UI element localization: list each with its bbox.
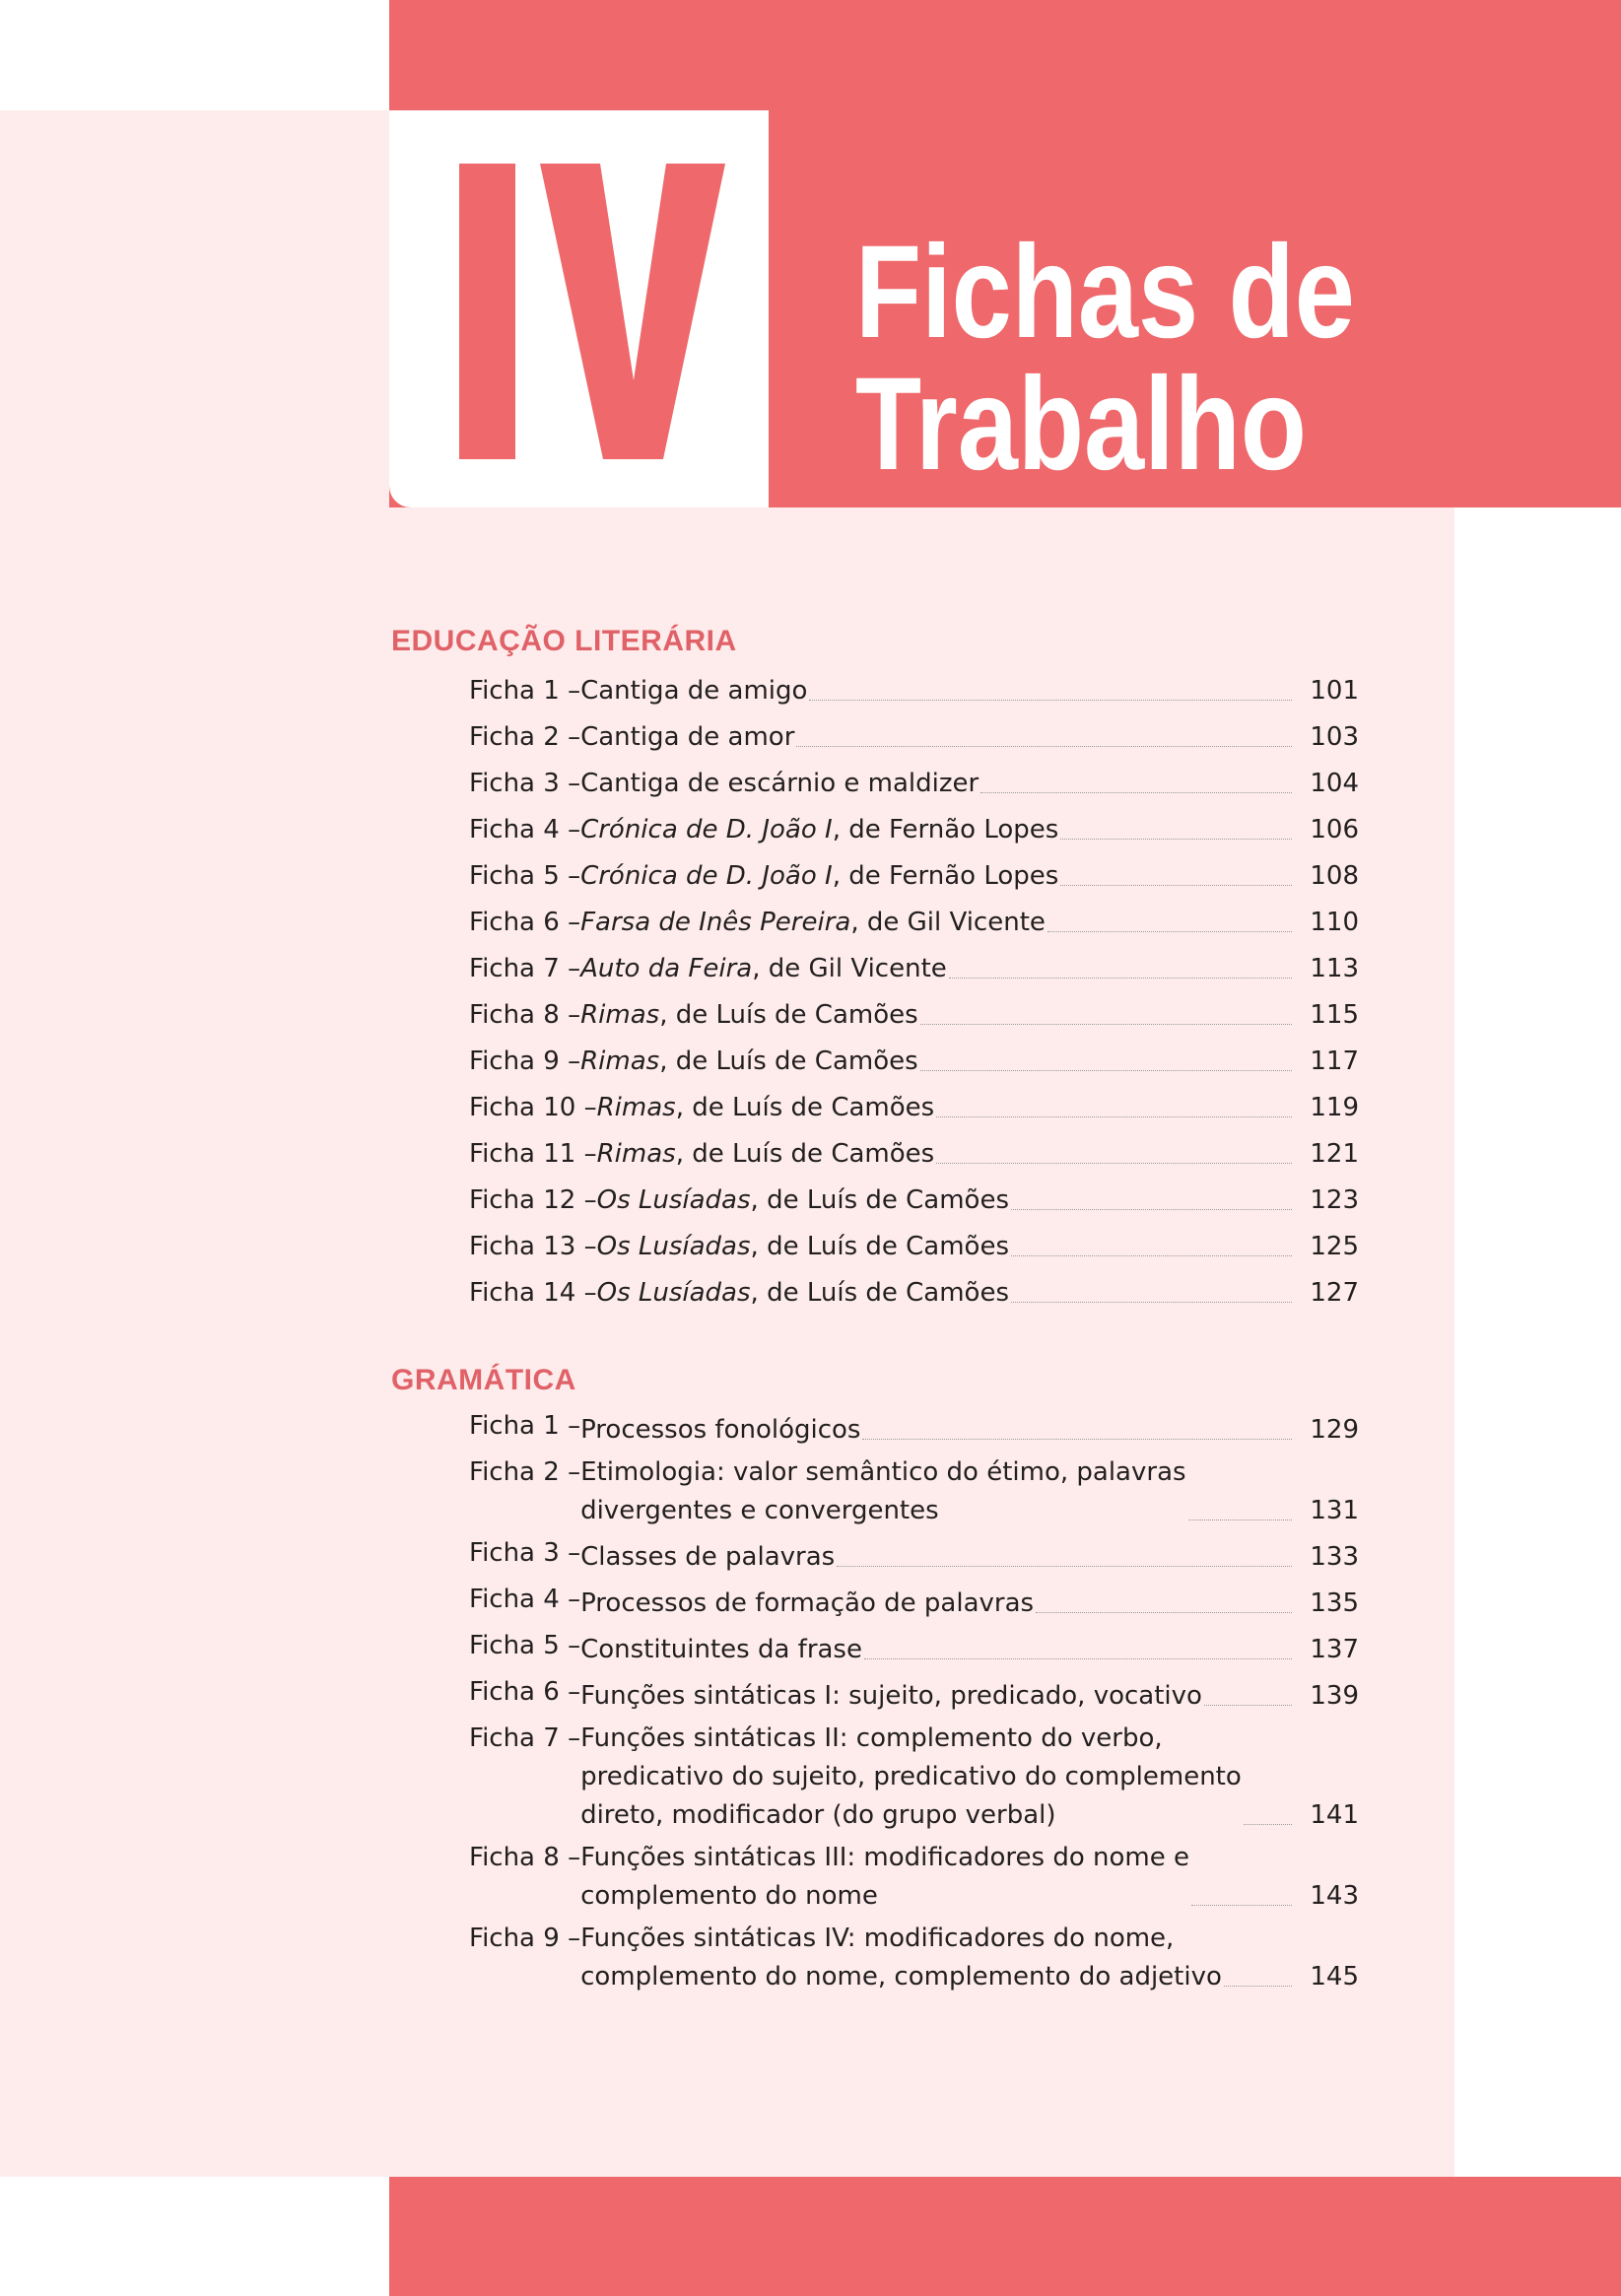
page-number: 125 [1310, 1232, 1359, 1261]
entry-line [580, 811, 1058, 849]
entry-number: Ficha 6 – [469, 1677, 581, 1707]
entry-body [580, 1920, 1310, 1996]
entry-number: Ficha 5 – [469, 861, 581, 891]
dot-leader [1011, 1255, 1292, 1256]
entry-text: , de Luís de Camões [750, 1185, 1010, 1215]
entry-line: direto, modificador (do grupo verbal) [580, 1800, 1056, 1830]
toc-entry[interactable] [469, 1530, 1359, 1577]
entry-text: , de Gil Vicente [752, 954, 947, 983]
page-number: 121 [1310, 1139, 1359, 1169]
entry-title [597, 1089, 935, 1127]
page-number: 108 [1310, 861, 1359, 891]
dot-leader [1191, 1905, 1292, 1906]
entry-number: Ficha 4 – [469, 815, 581, 844]
chapter-numeral [453, 158, 731, 465]
chapter-title [855, 219, 1355, 498]
entry-line: complemento do nome [580, 1881, 878, 1911]
entry-body [597, 1274, 1310, 1313]
entry-line: Etimologia: valor semântico do étimo, palavras [580, 1457, 1186, 1487]
entry-line: Funções sintáticas III: modificadores do nome e [580, 1843, 1189, 1872]
toc-entry[interactable] [469, 942, 1359, 988]
page-number: 127 [1310, 1278, 1359, 1308]
entry-number: Ficha 8 – [469, 1843, 581, 1872]
entry-title [580, 1585, 1034, 1623]
work-title: Rimas [596, 1139, 676, 1169]
section-grammar [391, 1364, 1377, 1996]
dot-leader [949, 978, 1292, 979]
work-title: Os Lusíadas [596, 1185, 751, 1215]
toc-entry[interactable] [469, 896, 1359, 942]
entry-title [580, 672, 807, 710]
entry-body [580, 1585, 1310, 1623]
dot-leader [864, 1658, 1292, 1659]
entry-number: Ficha 9 – [469, 1924, 581, 1953]
entry-line: Classes de palavras [580, 1542, 836, 1572]
entry-body [580, 1538, 1310, 1577]
entry-line [580, 1043, 918, 1081]
chapter-title-line-2: Trabalho [855, 351, 1307, 498]
entry-body [580, 765, 1310, 803]
dot-leader [920, 1070, 1292, 1071]
entry-title [580, 1631, 862, 1669]
dot-leader [1244, 1824, 1292, 1825]
entry-line: Funções sintáticas I: sujeito, predicado, vocativo [580, 1681, 1202, 1711]
entry-title [580, 1720, 1242, 1835]
dot-leader [1224, 1986, 1292, 1987]
entry-text: Cantiga de amor [580, 722, 795, 752]
entry-body [580, 672, 1310, 710]
entry-text: , de Luís de Camões [659, 1000, 918, 1030]
entry-line: Constituintes da frase [580, 1635, 862, 1664]
page-number: 103 [1310, 722, 1359, 752]
entry-number: Ficha 12 – [469, 1185, 597, 1215]
entry-line [597, 1274, 1009, 1313]
entry-title [580, 765, 979, 803]
toc-entry[interactable] [469, 1623, 1359, 1669]
entry-number: Ficha 2 – [469, 1457, 581, 1487]
entry-number: Ficha 4 – [469, 1585, 581, 1614]
toc-entry[interactable] [469, 1450, 1359, 1530]
dot-leader [1011, 1209, 1292, 1210]
toc-entry[interactable] [469, 710, 1359, 757]
dot-leader [936, 1116, 1292, 1117]
entry-number: Ficha 1 – [469, 676, 581, 706]
entry-number: Ficha 9 – [469, 1047, 581, 1076]
toc-entry[interactable] [469, 1035, 1359, 1081]
toc-entry[interactable] [469, 1174, 1359, 1220]
page-number: 137 [1310, 1635, 1359, 1664]
work-title: Farsa de Inês Pereira [580, 908, 851, 937]
entry-line [580, 672, 807, 710]
entry-body [597, 1228, 1310, 1266]
entry-number: Ficha 5 – [469, 1631, 581, 1660]
dot-leader [837, 1566, 1292, 1567]
dot-leader [796, 746, 1292, 747]
entry-title [580, 1677, 1202, 1716]
page-number: 123 [1310, 1185, 1359, 1215]
entry-body [580, 811, 1310, 849]
entry-title [597, 1135, 935, 1174]
entry-title [580, 1839, 1189, 1916]
entry-body [580, 718, 1310, 757]
dot-leader [1188, 1519, 1292, 1520]
entry-line [597, 1228, 1009, 1266]
page-number: 131 [1310, 1496, 1359, 1525]
toc-list [391, 1403, 1377, 1996]
work-title: Rimas [596, 1093, 676, 1122]
entry-body [597, 1089, 1310, 1127]
page-number: 113 [1310, 954, 1359, 983]
page-number: 119 [1310, 1093, 1359, 1122]
entry-number: Ficha 14 – [469, 1278, 597, 1308]
page-number: 135 [1310, 1588, 1359, 1618]
entry-line: Funções sintáticas IV: modificadores do nome, [580, 1924, 1175, 1953]
entry-title [597, 1228, 1009, 1266]
entry-body [597, 1135, 1310, 1174]
toc-entry[interactable] [469, 1716, 1359, 1835]
entry-title [597, 1274, 1009, 1313]
entry-body [580, 1411, 1310, 1450]
chapter-title-line-1: Fichas de [855, 219, 1355, 366]
entry-title [580, 1920, 1222, 1996]
entry-number: Ficha 11 – [469, 1139, 597, 1169]
entry-text: , de Luís de Camões [675, 1093, 935, 1122]
entry-title [580, 1411, 860, 1450]
page-number: 104 [1310, 769, 1359, 798]
work-title: Rimas [580, 1047, 660, 1076]
section-literary-education [391, 625, 1377, 1313]
dot-leader [1060, 839, 1292, 840]
entry-title [580, 1538, 835, 1577]
entry-number: Ficha 1 – [469, 1411, 581, 1441]
dot-leader [809, 700, 1292, 701]
entry-number: Ficha 10 – [469, 1093, 597, 1122]
page-number: 143 [1310, 1881, 1359, 1911]
page-number: 115 [1310, 1000, 1359, 1030]
dot-leader [920, 1024, 1292, 1025]
entry-line [580, 718, 794, 757]
page-number: 129 [1310, 1415, 1359, 1445]
entry-text: , de Fernão Lopes [832, 815, 1059, 844]
dot-leader [936, 1163, 1292, 1164]
entry-line [580, 996, 918, 1035]
toc-list [391, 664, 1377, 1313]
entry-body [580, 996, 1310, 1035]
entry-title [580, 1043, 918, 1081]
toc-entry[interactable] [469, 1266, 1359, 1313]
entry-number: Ficha 3 – [469, 1538, 581, 1568]
entry-number: Ficha 7 – [469, 1723, 581, 1753]
entry-text: Cantiga de amigo [580, 676, 808, 706]
entry-body [597, 1182, 1310, 1220]
entry-line [580, 904, 1046, 942]
entry-title [580, 1453, 1185, 1530]
entry-title [580, 950, 947, 988]
toc-entry[interactable] [469, 664, 1359, 710]
page-number: 141 [1310, 1800, 1359, 1830]
dot-leader [1204, 1705, 1292, 1706]
entry-number: Ficha 13 – [469, 1232, 597, 1261]
entry-line [580, 950, 947, 988]
work-title: Crónica de D. João I [580, 861, 833, 891]
work-title: Os Lusíadas [596, 1278, 751, 1308]
entry-line: Processos de formação de palavras [580, 1588, 1035, 1618]
page-number: 145 [1310, 1962, 1359, 1992]
page-number: 110 [1310, 908, 1359, 937]
entry-body [580, 950, 1310, 988]
entry-text: , de Luís de Camões [750, 1278, 1010, 1308]
entry-line [580, 765, 979, 803]
dot-leader [1011, 1302, 1292, 1303]
entry-title [597, 1182, 1009, 1220]
page-number: 117 [1310, 1047, 1359, 1076]
entry-text: , de Gil Vicente [850, 908, 1046, 937]
toc-entry[interactable] [469, 1403, 1359, 1450]
entry-body [580, 1043, 1310, 1081]
work-title: Auto da Feira [580, 954, 753, 983]
entry-body [580, 1677, 1310, 1716]
toc-entry[interactable] [469, 757, 1359, 803]
entry-title [580, 857, 1058, 896]
entry-text: Cantiga de escárnio e maldizer [580, 769, 979, 798]
entry-title [580, 996, 918, 1035]
entry-text: , de Luís de Camões [750, 1232, 1010, 1261]
entry-title [580, 718, 794, 757]
work-title: Crónica de D. João I [580, 815, 833, 844]
dot-leader [1036, 1612, 1292, 1613]
entry-body [580, 1453, 1310, 1530]
entry-text: , de Luís de Camões [659, 1047, 918, 1076]
toc-entry[interactable] [469, 1669, 1359, 1716]
entry-line: Processos fonológicos [580, 1415, 861, 1445]
entry-line: complemento do nome, complemento do adjetivo [580, 1962, 1222, 1992]
toc-entry[interactable] [469, 1916, 1359, 1996]
entry-title [580, 811, 1058, 849]
entry-body [580, 904, 1310, 942]
entry-line: Funções sintáticas II: complemento do verbo, [580, 1723, 1163, 1753]
entry-number: Ficha 6 – [469, 908, 581, 937]
entry-line [597, 1135, 935, 1174]
entry-body [580, 1720, 1310, 1835]
work-title: Os Lusíadas [596, 1232, 751, 1261]
entry-line [597, 1182, 1009, 1220]
page-number: 101 [1310, 676, 1359, 706]
dot-leader [1060, 885, 1292, 886]
entry-line [580, 857, 1058, 896]
entry-number: Ficha 2 – [469, 722, 581, 752]
dot-leader [980, 792, 1292, 793]
entry-number: Ficha 3 – [469, 769, 581, 798]
toc-entry[interactable] [469, 1220, 1359, 1266]
entry-text: , de Luís de Camões [675, 1139, 935, 1169]
entry-title [580, 904, 1046, 942]
toc-entry[interactable] [469, 1835, 1359, 1916]
toc-entry[interactable] [469, 1127, 1359, 1174]
page-number: 106 [1310, 815, 1359, 844]
page-number: 133 [1310, 1542, 1359, 1572]
entry-line: divergentes e convergentes [580, 1496, 939, 1525]
toc-entry[interactable] [469, 1577, 1359, 1623]
footer-band [389, 2177, 1621, 2296]
section-title: EDUCAÇÃO LITERÁRIA [391, 625, 737, 657]
entry-number: Ficha 7 – [469, 954, 581, 983]
section-title: GRAMÁTICA [391, 1364, 576, 1396]
entry-body [580, 1631, 1310, 1669]
entry-body [580, 1839, 1310, 1916]
work-title: Rimas [580, 1000, 660, 1030]
entry-line: predicativo do sujeito, predicativo do complemento [580, 1762, 1242, 1791]
entry-body [580, 857, 1310, 896]
dot-leader [862, 1439, 1292, 1440]
toc-entry[interactable] [469, 803, 1359, 849]
entry-line [597, 1089, 935, 1127]
entry-text: , de Fernão Lopes [832, 861, 1059, 891]
toc-entry[interactable] [469, 1081, 1359, 1127]
page-number: 139 [1310, 1681, 1359, 1711]
dot-leader [1047, 931, 1292, 932]
toc-entry[interactable] [469, 849, 1359, 896]
entry-number: Ficha 8 – [469, 1000, 581, 1030]
toc-entry[interactable] [469, 988, 1359, 1035]
